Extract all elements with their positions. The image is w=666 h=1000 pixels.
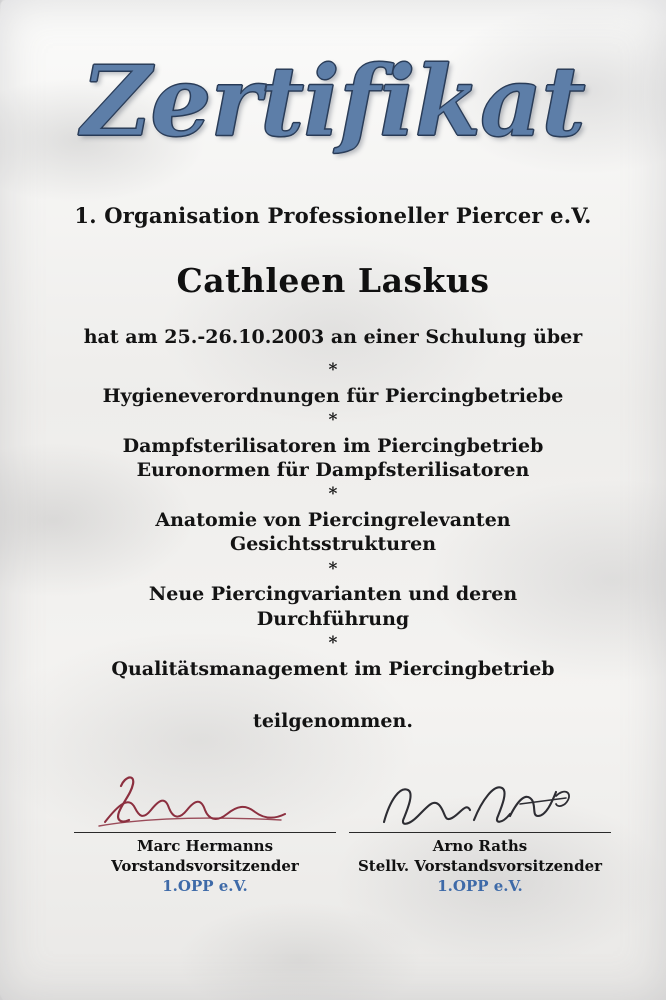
signatory-organization: 1.OPP e.V. (437, 877, 523, 895)
topic-item: Hygieneverordnungen für Piercingbetriebe (102, 384, 564, 407)
signatory-organization: 1.OPP e.V. (162, 877, 248, 895)
topic-item: Anatomie von Piercingrelevanten (155, 509, 511, 532)
signature-line-left (74, 832, 336, 833)
topic-item-line2: Durchführung (256, 607, 410, 630)
topic-item: Dampfsterilisatoren im Piercingbetrieb (122, 434, 544, 457)
signature-mark-left (70, 770, 340, 832)
signatory-role: Stellv. Vorstandsvorsitzender (357, 856, 603, 875)
signatory-name: Marc Hermanns (136, 837, 274, 855)
signature-block-left (70, 770, 340, 897)
closing-text: teilgenommen. (253, 710, 413, 733)
certificate-title-container (0, 45, 666, 158)
topic-separator: * (328, 633, 338, 654)
topic-separator: * (328, 360, 338, 381)
signature-block-right (345, 770, 615, 897)
page-title: Zertifikat (81, 45, 585, 158)
topic-item-line2: Gesichtsstrukturen (229, 533, 437, 556)
signatory-name: Arno Raths (432, 837, 528, 855)
topic-item-line2: Euronormen für Dampfsterilisatoren (136, 459, 530, 482)
issuing-organization: 1. Organisation Professioneller Piercer e.V. (74, 203, 592, 228)
signatory-role: Vorstandsvorsitzender (111, 856, 299, 875)
certificate-body (60, 325, 606, 734)
recipient-name: Cathleen Laskus (176, 261, 490, 300)
signature-line-right (349, 832, 611, 833)
topic-item: Qualitätsmanagement im Piercingbetrieb (111, 657, 555, 680)
signature-area (60, 770, 622, 920)
attendance-intro: hat am 25.-26.10.2003 an einer Schulung über (83, 326, 583, 348)
topic-separator: * (328, 410, 338, 431)
topic-separator: * (328, 558, 338, 579)
topic-separator: * (328, 484, 338, 505)
signature-mark-right (345, 770, 615, 832)
topic-item: Neue Piercingvarianten und deren (148, 583, 518, 606)
